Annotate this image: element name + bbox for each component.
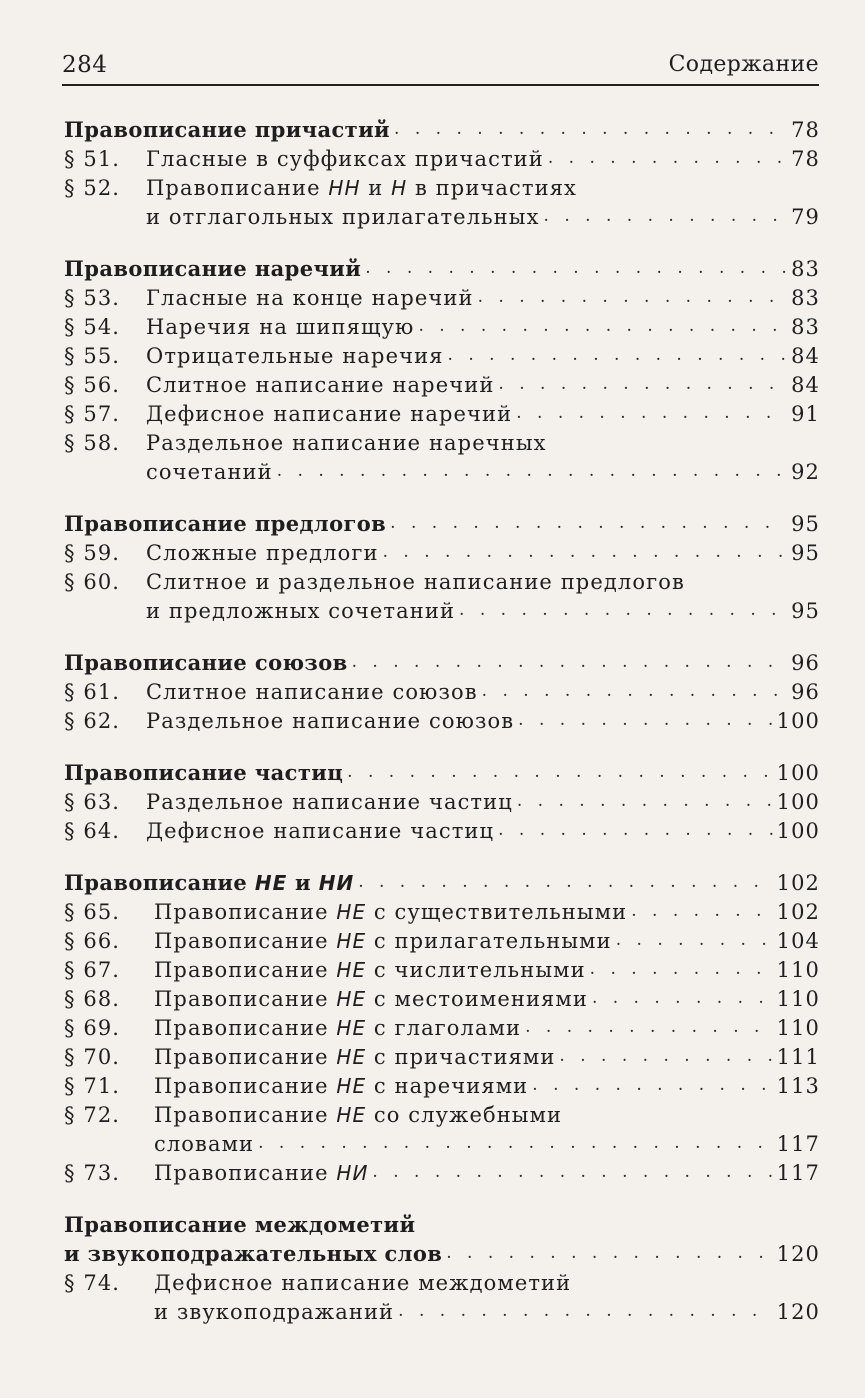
page-ref: 95 — [791, 599, 820, 623]
leader-dots — [525, 1019, 772, 1036]
toc-entry[interactable] — [64, 565, 820, 594]
toc-entry[interactable] — [64, 310, 820, 339]
toc-entry-continuation[interactable] — [64, 200, 820, 229]
toc-section-particles — [64, 755, 820, 843]
page-ref: 91 — [791, 402, 820, 426]
page-ref: 96 — [791, 680, 820, 704]
leader-dots — [631, 903, 772, 920]
leader-dots — [347, 764, 772, 781]
paragraph-number: § 74. — [64, 1271, 121, 1295]
leader-dots — [418, 318, 787, 335]
toc-entry[interactable] — [64, 704, 820, 733]
section-title: Правописание союзов — [64, 650, 348, 675]
paragraph-number: § 61. — [64, 680, 121, 704]
title-emphasis: НИ — [318, 871, 355, 895]
leader-dots — [559, 1048, 772, 1065]
toc-heading-continuation[interactable] — [64, 1237, 820, 1266]
page-ref: 83 — [791, 315, 820, 339]
entry-title: Слитное написание наречий — [146, 373, 495, 397]
entry-title: Раздельное написание наречных — [146, 431, 547, 455]
section-title: Правописание причастий — [64, 117, 391, 142]
leader-dots — [590, 961, 773, 978]
page-ref: 95 — [791, 512, 820, 536]
toc-section-ne-ni — [64, 865, 820, 1185]
entry-title — [154, 929, 612, 953]
entry-emphasis: НЕ — [336, 1016, 367, 1040]
leader-dots — [616, 932, 773, 949]
paragraph-number: § 64. — [64, 819, 121, 843]
page-ref: 78 — [791, 118, 820, 142]
leader-dots — [478, 289, 788, 306]
paragraph-number: § 60. — [64, 570, 121, 594]
toc-section-interjections — [64, 1207, 820, 1324]
leader-dots — [365, 260, 787, 277]
entry-title — [154, 1045, 555, 1069]
title-text: и — [287, 870, 319, 895]
paragraph-number: § 58. — [64, 431, 121, 455]
entry-text: Правописание — [154, 958, 337, 982]
entry-title: Сложные предлоги — [146, 541, 379, 565]
paragraph-number: § 53. — [64, 286, 121, 310]
page-ref: 84 — [791, 344, 820, 368]
leader-dots — [482, 683, 787, 700]
paragraph-number: § 69. — [64, 1016, 121, 1040]
entry-text: Правописание — [154, 1161, 337, 1185]
paragraph-number: § 72. — [64, 1103, 121, 1127]
page-ref: 120 — [776, 1300, 820, 1324]
entry-text: Правописание — [154, 987, 337, 1011]
page-ref: 100 — [776, 819, 820, 843]
leader-dots — [544, 208, 788, 225]
page-ref: 83 — [791, 286, 820, 310]
toc-heading[interactable] — [64, 506, 820, 536]
page-ref: 84 — [791, 373, 820, 397]
page-ref: 95 — [791, 541, 820, 565]
entry-emphasis: Н — [391, 176, 408, 200]
entry-emphasis: НЕ — [336, 929, 367, 953]
entry-text: Правописание — [154, 1016, 337, 1040]
page-ref: 111 — [776, 1045, 820, 1069]
paragraph-number: § 62. — [64, 709, 121, 733]
page-ref: 110 — [776, 958, 820, 982]
paragraph-number: § 54. — [64, 315, 121, 339]
toc-heading[interactable] — [64, 755, 820, 785]
entry-emphasis: НИ — [336, 1161, 369, 1185]
entry-text: с существительными — [366, 900, 628, 924]
entry-text: с прилагательными — [366, 929, 612, 953]
page-ref: 104 — [776, 929, 820, 953]
toc-entry[interactable] — [64, 171, 820, 200]
toc-entry[interactable] — [64, 1011, 820, 1040]
table-of-contents — [64, 112, 820, 1346]
page-ref: 113 — [776, 1074, 820, 1098]
entry-text: Правописание — [154, 1074, 337, 1098]
toc-section-adverbs — [64, 251, 820, 484]
entry-emphasis: НЕ — [336, 958, 367, 982]
section-title-cont: и звукоподражательных слов — [64, 1241, 443, 1266]
page-ref: 100 — [776, 761, 820, 785]
page-ref: 92 — [791, 460, 820, 484]
toc-entry[interactable] — [64, 339, 820, 368]
leader-dots — [498, 376, 787, 393]
paragraph-number: § 55. — [64, 344, 121, 368]
entry-text: с наречиями — [366, 1074, 529, 1098]
leader-dots — [592, 990, 773, 1007]
title-text: Правописание — [64, 870, 255, 895]
entry-title — [154, 958, 586, 982]
paragraph-number: § 67. — [64, 958, 121, 982]
paragraph-number: § 56. — [64, 373, 121, 397]
leader-dots — [516, 405, 787, 422]
toc-entry[interactable] — [64, 281, 820, 310]
header-rule — [62, 84, 819, 86]
paragraph-number: § 70. — [64, 1045, 121, 1069]
page-header — [62, 48, 819, 82]
toc-entry-continuation[interactable] — [64, 1127, 820, 1156]
toc-entry[interactable] — [64, 895, 820, 924]
entry-emphasis: НЕ — [336, 987, 367, 1011]
toc-section-prepositions — [64, 506, 820, 623]
leader-dots — [459, 602, 787, 619]
entry-title — [154, 900, 627, 924]
page-ref: 78 — [791, 147, 820, 171]
leader-dots — [352, 654, 787, 671]
toc-entry[interactable] — [64, 953, 820, 982]
entry-title: Дефисное написание наречий — [146, 402, 513, 426]
leader-dots — [517, 793, 773, 810]
page-ref: 102 — [776, 900, 820, 924]
toc-entry[interactable] — [64, 814, 820, 843]
entry-title: Раздельное написание частиц — [146, 790, 513, 814]
toc-entry[interactable] — [64, 785, 820, 814]
entry-text: с числительными — [366, 958, 586, 982]
leader-dots — [532, 1077, 772, 1094]
entry-title: Дефисное написание междометий — [154, 1271, 572, 1295]
section-title: Правописание междометий — [64, 1212, 416, 1237]
entry-title — [154, 1016, 521, 1040]
entry-title: Отрицательные наречия — [146, 344, 444, 368]
leader-dots — [383, 544, 788, 561]
toc-section-conjunctions — [64, 645, 820, 733]
entry-title-cont: словами — [154, 1132, 255, 1156]
entry-title: Дефисное написание частиц — [146, 819, 495, 843]
paragraph-number: § 71. — [64, 1074, 121, 1098]
toc-entry[interactable] — [64, 536, 820, 565]
paragraph-number: § 51. — [64, 147, 121, 171]
toc-entry[interactable] — [64, 675, 820, 704]
leader-dots — [498, 822, 773, 839]
toc-entry[interactable] — [64, 1069, 820, 1098]
toc-heading[interactable] — [64, 1207, 820, 1237]
paragraph-number: § 73. — [64, 1161, 121, 1185]
page-ref: 120 — [776, 1242, 820, 1266]
leader-dots — [277, 463, 787, 480]
entry-title: Раздельное написание союзов — [146, 709, 515, 733]
entry-text: в причастиях — [407, 176, 577, 200]
toc-heading[interactable] — [64, 251, 820, 281]
section-title — [64, 870, 354, 895]
toc-heading[interactable] — [64, 112, 820, 142]
page-ref: 110 — [776, 987, 820, 1011]
entry-title — [154, 1074, 528, 1098]
paragraph-number: § 66. — [64, 929, 121, 953]
entry-text: Правописание — [154, 929, 337, 953]
toc-entry[interactable] — [64, 1266, 820, 1295]
entry-text: и — [360, 176, 392, 200]
page-ref: 110 — [776, 1016, 820, 1040]
leader-dots — [518, 712, 772, 729]
entry-title-cont: сочетаний — [146, 460, 273, 484]
entry-text: Правописание — [154, 1103, 337, 1127]
paragraph-number: § 65. — [64, 900, 121, 924]
leader-dots — [548, 150, 787, 167]
toc-entry[interactable] — [64, 1040, 820, 1069]
toc-heading[interactable] — [64, 645, 820, 675]
toc-entry[interactable] — [64, 924, 820, 953]
leader-dots — [398, 1303, 772, 1320]
paragraph-number: § 59. — [64, 541, 121, 565]
paragraph-number: § 52. — [64, 176, 121, 200]
leader-dots — [390, 515, 787, 532]
entry-emphasis: НЕ — [336, 1074, 367, 1098]
entry-text: Правописание — [154, 900, 337, 924]
entry-text: с глаголами — [366, 1016, 522, 1040]
page-ref: 100 — [776, 790, 820, 814]
toc-entry[interactable] — [64, 142, 820, 171]
entry-emphasis: НН — [328, 176, 361, 200]
toc-entry[interactable] — [64, 1098, 820, 1127]
entry-title-cont: и звукоподражаний — [154, 1300, 395, 1324]
page-number: 284 — [62, 52, 108, 78]
entry-title: Гласные на конце наречий — [146, 286, 474, 310]
page-ref: 100 — [776, 709, 820, 733]
entry-title: Наречия на шипящую — [146, 315, 415, 339]
entry-text: с местоимениями — [366, 987, 588, 1011]
entry-title — [154, 987, 588, 1011]
toc-heading[interactable] — [64, 865, 820, 895]
entry-text: Правописание — [146, 176, 329, 200]
leader-dots — [448, 347, 788, 364]
entry-emphasis: НЕ — [336, 900, 367, 924]
page-ref: 102 — [776, 871, 820, 895]
leader-dots — [446, 1245, 772, 1262]
toc-entry[interactable] — [64, 1156, 820, 1185]
entry-title — [146, 176, 577, 200]
section-title: Правописание частиц — [64, 760, 344, 785]
entry-text: Правописание — [154, 1045, 337, 1069]
entry-emphasis: НЕ — [336, 1045, 367, 1069]
toc-section-participles — [64, 112, 820, 229]
paragraph-number: § 68. — [64, 987, 121, 1011]
section-title: Правописание наречий — [64, 256, 362, 281]
entry-title-cont: и предложных сочетаний — [146, 599, 456, 623]
entry-title: Слитное написание союзов — [146, 680, 478, 704]
toc-entry-continuation[interactable] — [64, 1295, 820, 1324]
toc-entry[interactable] — [64, 368, 820, 397]
toc-entry-continuation[interactable] — [64, 594, 820, 623]
entry-title: Гласные в суффиксах причастий — [146, 147, 544, 171]
leader-dots — [258, 1135, 772, 1152]
paragraph-number: § 57. — [64, 402, 121, 426]
entry-text: со служебными — [366, 1103, 563, 1127]
page-ref: 117 — [776, 1132, 820, 1156]
page-ref: 96 — [791, 651, 820, 675]
entry-title: Слитное и раздельное написание предлогов — [146, 570, 685, 594]
page-ref: 79 — [791, 205, 820, 229]
toc-entry[interactable] — [64, 426, 820, 455]
paragraph-number: § 63. — [64, 790, 121, 814]
section-title: Правописание предлогов — [64, 511, 387, 536]
entry-text: с причастиями — [366, 1045, 556, 1069]
toc-entry-continuation[interactable] — [64, 455, 820, 484]
title-emphasis: НЕ — [254, 871, 288, 895]
entry-title — [154, 1161, 368, 1185]
leader-dots — [394, 121, 787, 138]
entry-emphasis: НЕ — [336, 1103, 367, 1127]
leader-dots — [358, 874, 772, 891]
page-ref: 83 — [791, 257, 820, 281]
toc-entry[interactable] — [64, 397, 820, 426]
entry-title-cont: и отглагольных прилагательных — [146, 205, 540, 229]
toc-entry[interactable] — [64, 982, 820, 1011]
running-title: Содержание — [668, 52, 819, 77]
leader-dots — [372, 1164, 772, 1181]
page-ref: 117 — [776, 1161, 820, 1185]
entry-title — [154, 1103, 562, 1127]
